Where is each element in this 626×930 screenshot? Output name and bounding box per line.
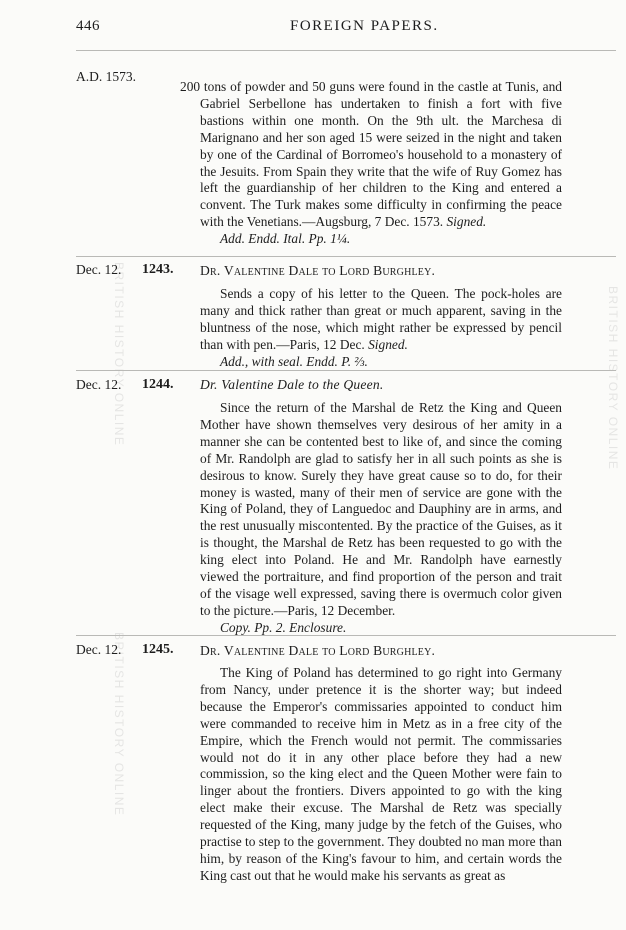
entry-divider [76,370,616,371]
entry-title: Dr. Valentine Dale to the Queen. [200,377,384,392]
endorsement: Add. Endd. Ital. Pp. 1¼. [220,231,351,247]
entry-date: Dec. 12. [76,377,122,392]
entry-text: The King of Poland has determined to go right into Germany from Nancy, under pretence it is the shorter way; but indeed because the Emperor's commissaries appointed to conduct him were commanded to receive him in Metz as in a free city of the Empire, which the French would not permit. The commissaries would not do it in any other place before they had a new commission, so the king elect and the Queen Mother were fain to linger about the frontiers. Divers appointed to go with the king elect make their excuse. The Marshal de Retz was specially requested of the King, many judge by the fetch of the Guises, who practise to step to the government. They doubted no man more than him, by reason of the King's favour to him, and certain words the King cast out that he would make his servants as great as [200,665,562,883]
entry-number: 1245. [142,642,174,657]
entry-1244 [200,400,562,637]
entry-date: Dec. 12. [76,642,122,657]
continuation-entry [180,79,562,248]
entry-number: 1244. [142,377,174,392]
entry-divider [76,256,616,257]
entry-number: 1243. [142,262,174,277]
endorsement: Add., with seal. Endd. P. ⅔. [220,353,368,369]
page-number: 446 [76,18,100,34]
entry-text: Since the return of the Marshal de Retz the King and Queen Mother have shown themselves very desirous of her amity in a manner she can be contented best to like of, and since the coming of Mr. Randolph are glad to satisfy her in all such points as she is desirous to know. Surely they have great cause so to do, for their money is wasted, many of their men of service are gone with the King of Poland, they of Languedoc and Dauphiny are in arms, and the rest unusually miscontented. By the practice of the Guises, as it is thought, the Marshal de Retz has been requested to go with the king elect into Poland. He and Mr. Randolph have earnestly viewed the portraiture, and find proportion of the person and trait of the visage well expressed, saving there is overmuch color given to the picture.—Paris, 12 December. [200,400,562,618]
entry-date: Dec. 12. [76,262,122,277]
entry-title: Dr. Valentine Dale to Lord Burghley. [200,643,436,658]
watermark: BRITISH HISTORY ONLINE [112,632,126,817]
margin-date: A.D. 1573. [76,69,136,84]
entry-1243 [200,286,562,371]
entry-title: Dr. Valentine Dale to Lord Burghley. [200,263,436,278]
watermark: BRITISH HISTORY ONLINE [112,262,126,447]
continuation-body: 200 tons of powder and 50 guns were found in the castle at Tunis, and Gabriel Serbellone has undertaken to finish a fort with five bastions within one month. On the 9th ult. the Marchesa di Marignano and her son aged 15 were seized in the night and taken by one of the Cardinal of Borromeo's household to a monastery of the Jesuits. From Spain they write that the wife of Ruy Gomez has left the guardianship of her children to the King and entered a convent. The Turk makes some difficulty in confirming the peace with the Venetians.—Augsburg, 7 Dec. 1573. [180,79,562,230]
signed-note: Signed. [368,336,408,352]
running-title: FOREIGN PAPERS. [290,18,439,34]
header-rule [76,50,616,51]
watermark: BRITISH HISTORY ONLINE [606,286,620,471]
continuation-text [180,79,562,231]
entry-divider [76,635,616,636]
signed-note: Signed. [446,214,487,230]
endorsement: Copy. Pp. 2. Enclosure. [220,619,347,635]
entry-body: Sends a copy of his letter to the Queen. The pock-holes are many and thick rather than great or much apparent, saving in the bluntness of the nose, which might rather be expressed by pencil than with pen.—Paris, 12 Dec. [200,286,562,352]
entry-1245 [200,665,562,885]
page-header [76,10,616,46]
entry-text [200,286,562,354]
